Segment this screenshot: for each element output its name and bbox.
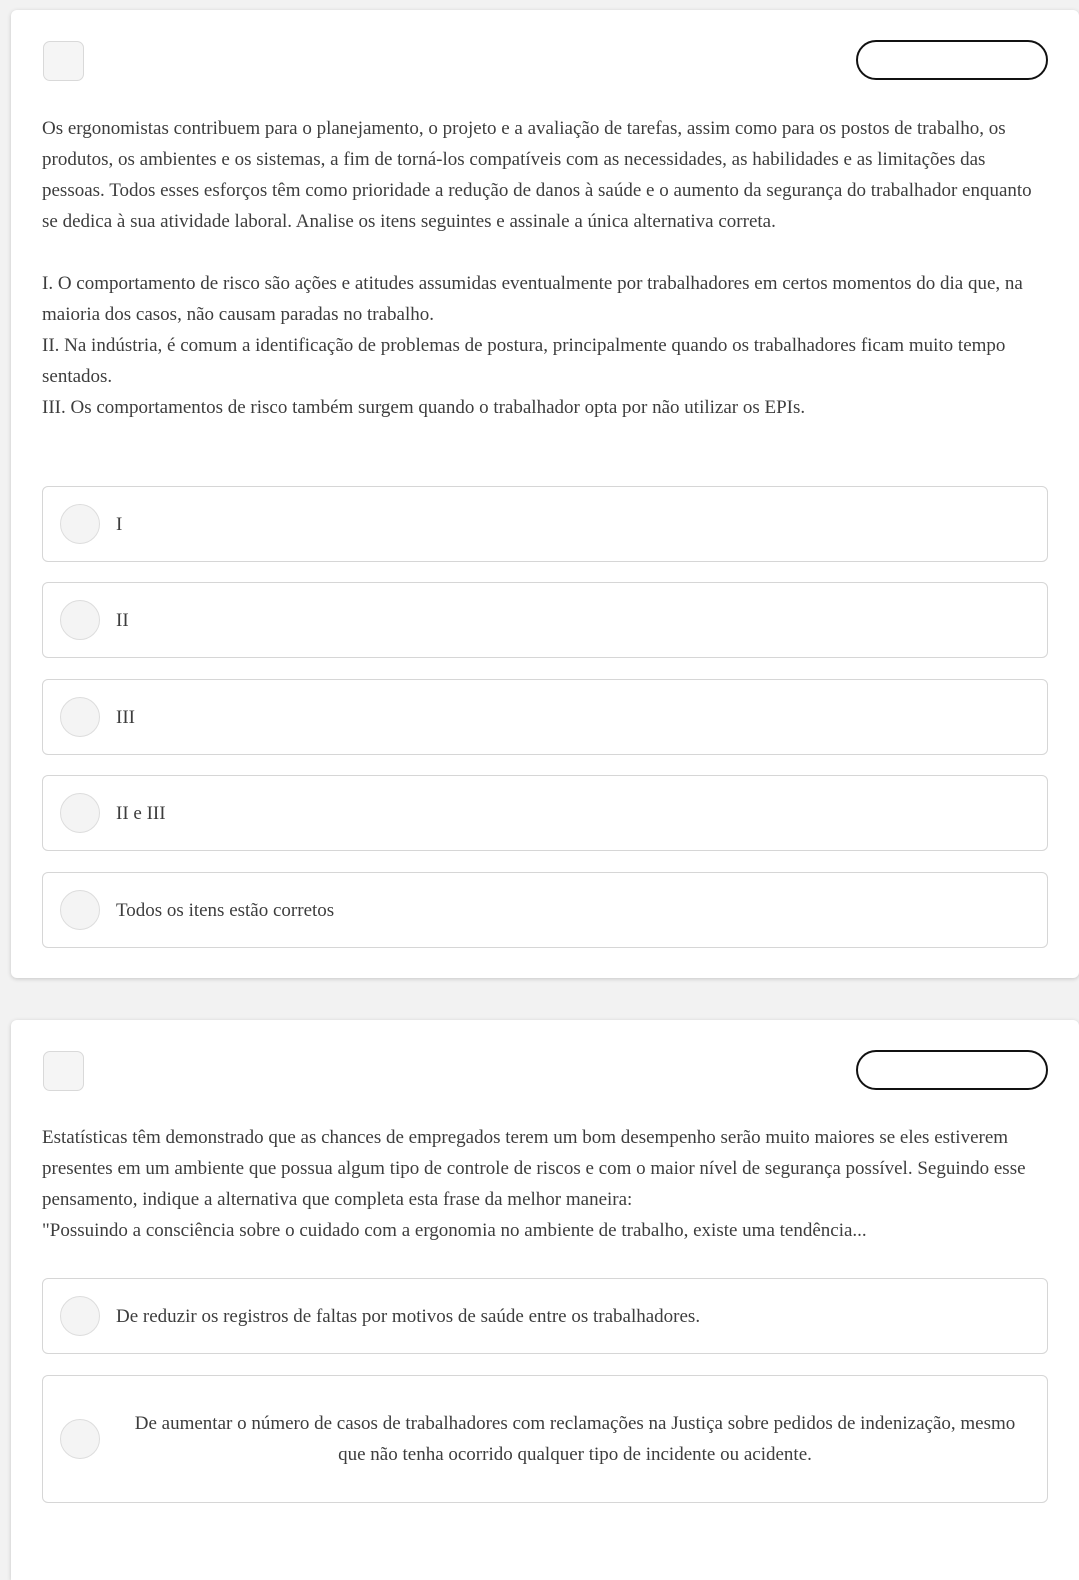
answer-option-2[interactable] <box>42 582 1048 658</box>
answer-option-2[interactable] <box>42 1375 1048 1503</box>
radio-button[interactable] <box>60 793 100 833</box>
radio-button[interactable] <box>60 890 100 930</box>
statement-item-1: I. O comportamento de risco são ações e atitudes assumidas eventualmente por trabalhadores em certos momentos do dia que, na maioria dos casos, não causam paradas no trabalho. <box>42 273 1023 325</box>
question-status-pill[interactable] <box>856 1050 1048 1090</box>
answer-option-1[interactable] <box>42 1278 1048 1354</box>
answer-option-3[interactable] <box>42 679 1048 755</box>
question-paragraph: Os ergonomistas contribuem para o planejamento, o projeto e a avaliação de tarefas, assim como para os postos de trabalho, os produtos, os ambientes e os sistemas, a fim de torná-los compatíveis com as necessidades, as habilidades e as limitações das pessoas. Todos esses esforços têm como prioridade a redução de danos à saúde e o aumento da segurança do trabalhador enquanto se dedica à sua atividade laboral. Analise os itens seguintes e assinale a única alternativa correta. <box>42 118 1032 232</box>
question-checkbox[interactable] <box>43 41 84 81</box>
statement-item-2: II. Na indústria, é comum a identificação de problemas de postura, principalmente quando os trabalhadores ficam muito tempo sentados. <box>42 335 1006 387</box>
answer-option-4[interactable] <box>42 775 1048 851</box>
answer-option-label: Todos os itens estão corretos <box>116 899 335 921</box>
answer-option-label: II <box>116 609 129 631</box>
answer-option-1[interactable] <box>42 486 1048 562</box>
question-prompt: "Possuindo a consciência sobre o cuidado com a ergonomia no ambiente de trabalho, existe uma tendência... <box>42 1220 867 1241</box>
radio-button[interactable] <box>60 600 100 640</box>
radio-button[interactable] <box>60 1296 100 1336</box>
radio-button[interactable] <box>60 1419 100 1459</box>
question-text <box>42 113 1052 423</box>
question-checkbox[interactable] <box>43 1051 84 1091</box>
statement-item-3: III. Os comportamentos de risco também surgem quando o trabalhador opta por não utilizar os EPIs. <box>42 397 806 418</box>
radio-button[interactable] <box>60 697 100 737</box>
question-card-1 <box>11 10 1079 978</box>
question-card-2 <box>11 1020 1079 1580</box>
answer-option-label: II e III <box>116 802 166 824</box>
question-paragraph: Estatísticas têm demonstrado que as chances de empregados terem um bom desempenho serão muito maiores se eles estiverem presentes em um ambiente que possua algum tipo de controle de riscos e com o maior nível de segurança possível. Seguindo esse pensamento, indique a alternativa que completa esta frase da melhor maneira: <box>42 1127 1026 1210</box>
radio-button[interactable] <box>60 504 100 544</box>
question-status-pill[interactable] <box>856 40 1048 80</box>
answer-option-label: De aumentar o número de casos de trabalhadores com reclamações na Justiça sobre pedidos de indenização, mesmo que não tenha ocorrido qualquer tipo de incidente ou acidente. <box>134 1413 1016 1465</box>
answer-option-5[interactable] <box>42 872 1048 948</box>
answer-option-label: III <box>116 706 135 728</box>
question-text <box>42 1122 1052 1246</box>
answer-option-label: I <box>116 513 123 535</box>
answer-option-label: De reduzir os registros de faltas por motivos de saúde entre os trabalhadores. <box>116 1305 701 1327</box>
